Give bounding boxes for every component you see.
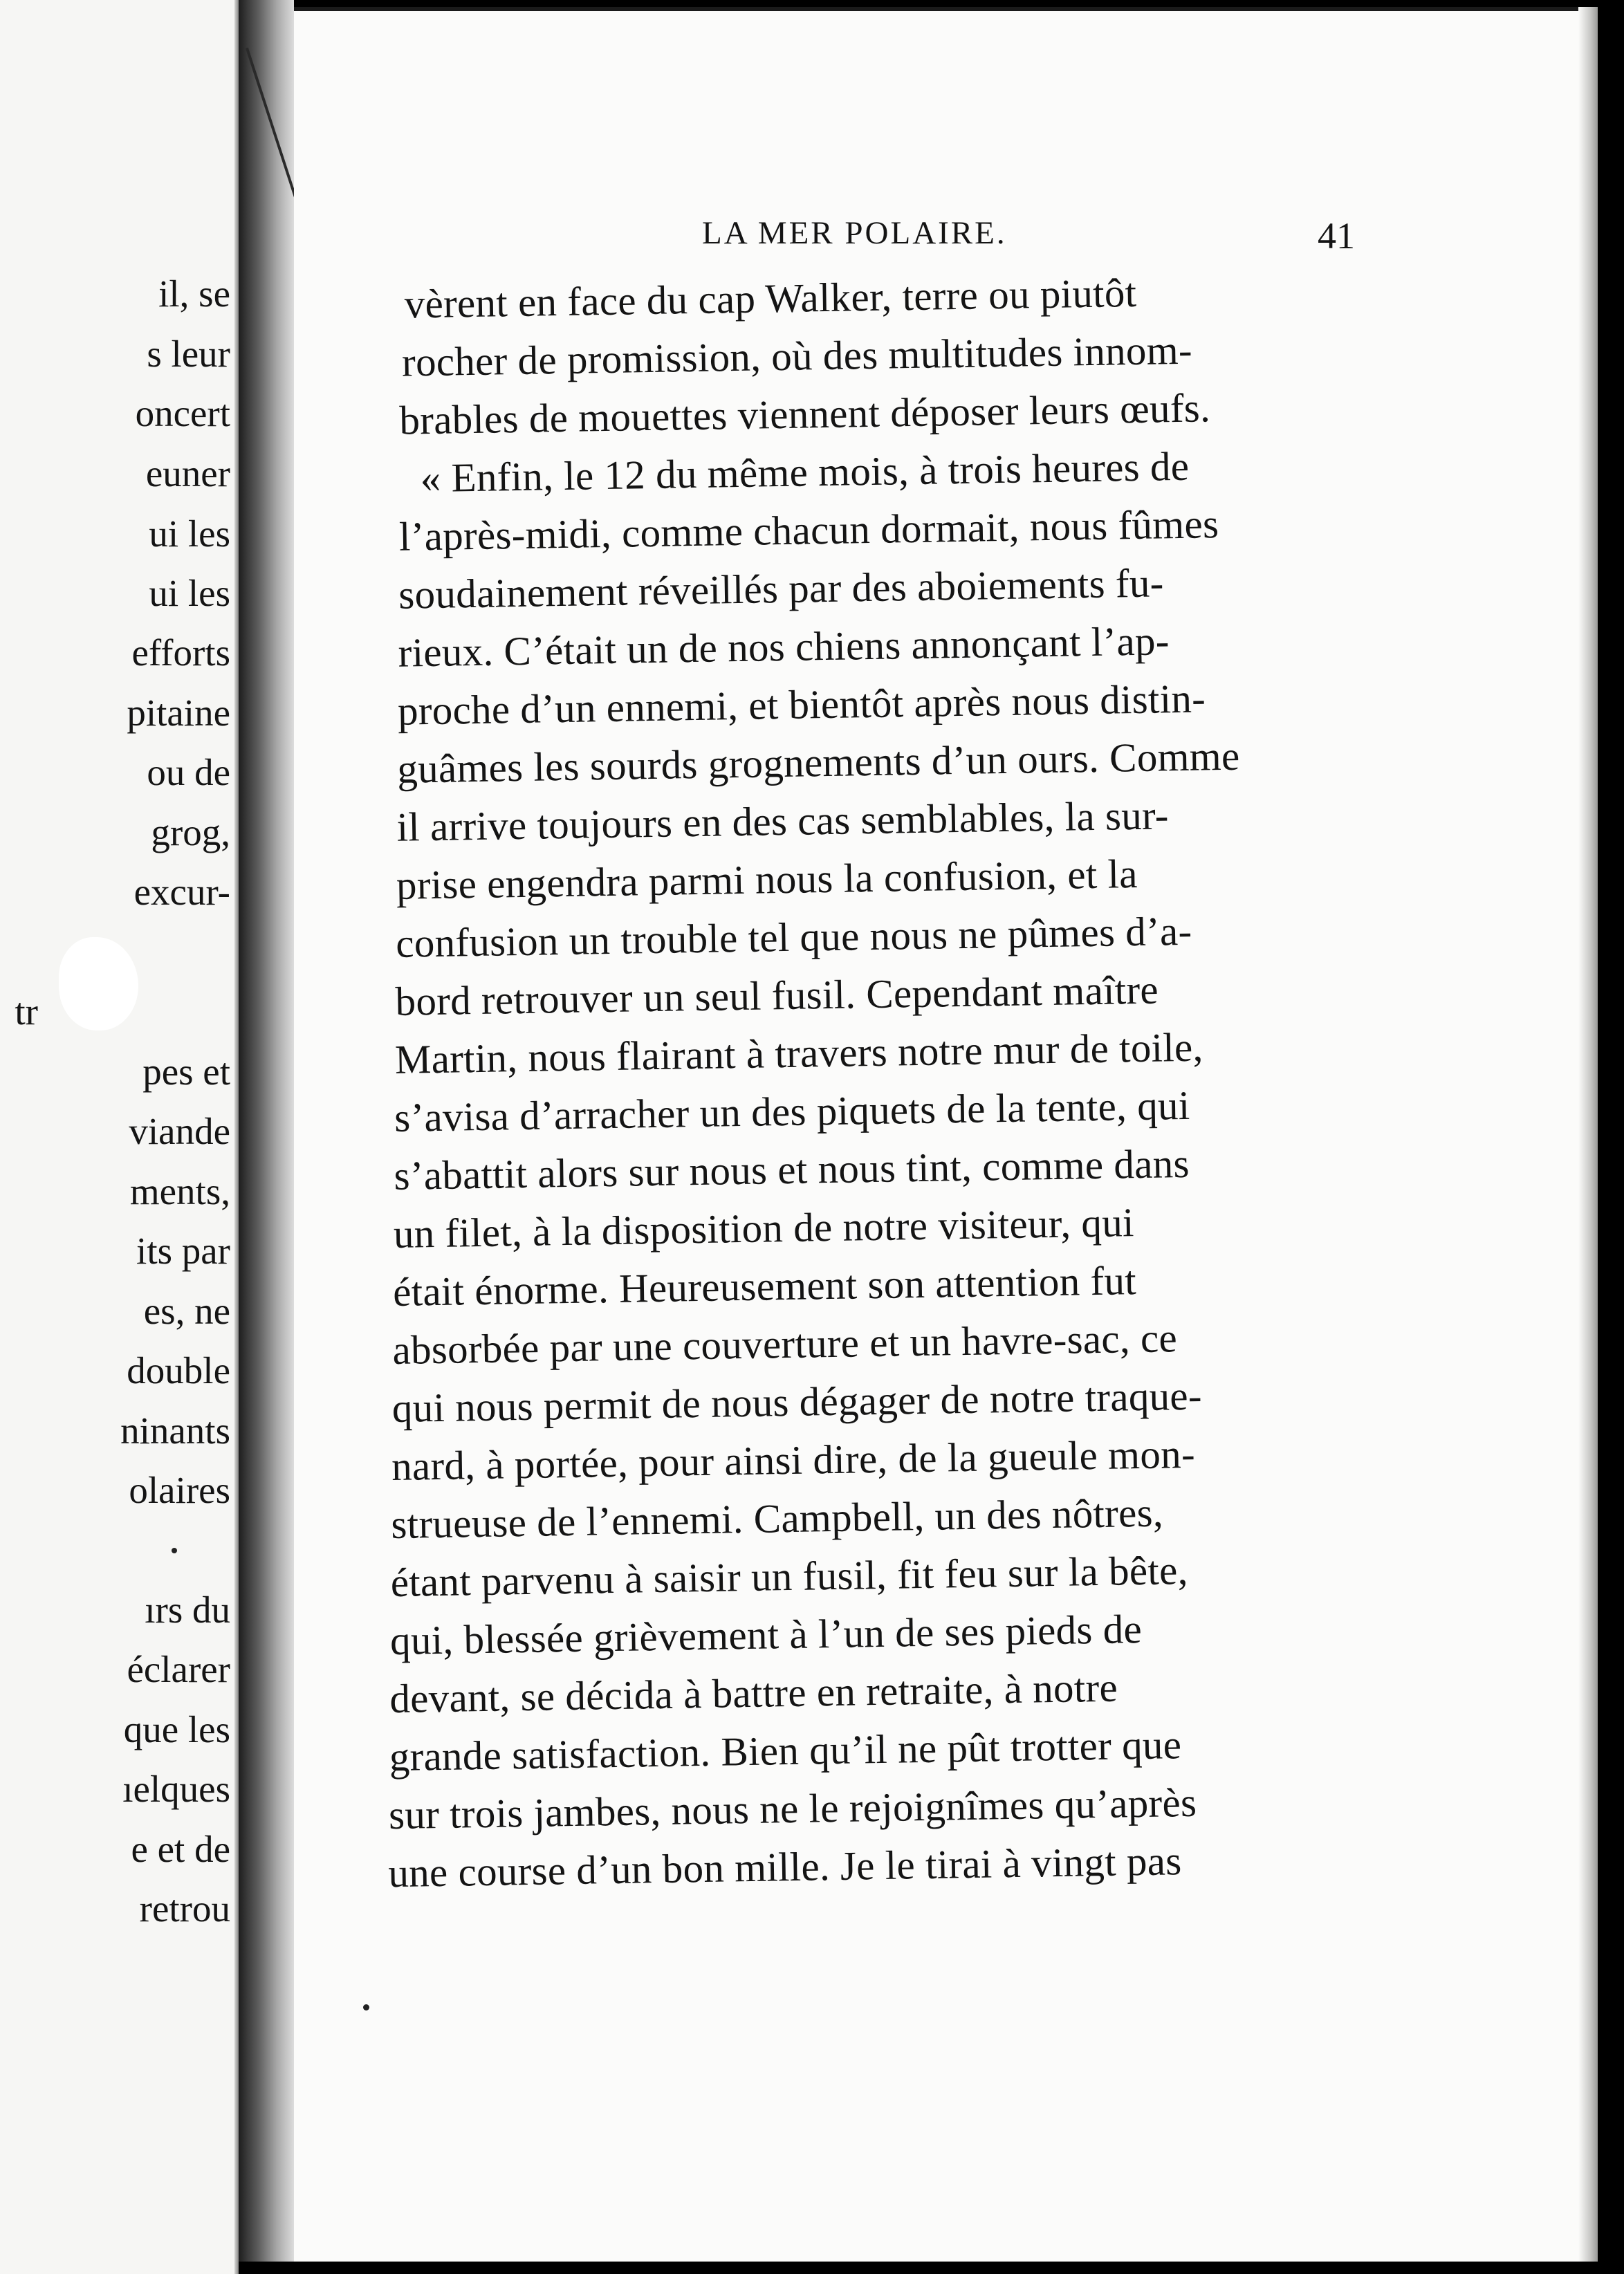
left-page-line: éclarer (127, 1648, 230, 1690)
left-page-line: double (127, 1349, 230, 1392)
text-line: l’après-midi, comme chacun dormait, nous fûmes (398, 501, 1219, 560)
text-line: soudainement réveillés par des aboiements fu- (398, 560, 1165, 618)
left-page-line: its par (136, 1230, 230, 1272)
left-page-line: viande (129, 1110, 230, 1152)
text-line: s’abattit alors sur nous et nous tint, comme dans (394, 1140, 1190, 1199)
text-line: proche d’un ennemi, et bientôt après nous distin- (397, 675, 1206, 734)
text-line: rieux. C’était un de nos chiens annonçant l’ap- (398, 618, 1170, 676)
speck-mark (172, 1548, 177, 1553)
text-line: devant, se décida à battre en retraite, à notre (389, 1664, 1118, 1722)
right-page-edge (1578, 7, 1598, 2262)
left-page-line: pes et (142, 1051, 230, 1093)
text-line: Martin, nous flairant à travers notre mur de toile, (394, 1024, 1204, 1082)
left-page-line: retrou (139, 1887, 230, 1930)
text-line: sur trois jambes, nous ne le rejoignîmes qu’après (388, 1779, 1197, 1838)
text-line: était énorme. Heureusement son attention fut (392, 1257, 1137, 1315)
left-page-line: ırs du (145, 1589, 230, 1631)
left-page-line: e et de (131, 1828, 230, 1870)
text-line: absorbée par une couverture et un havre-sac, ce (392, 1315, 1178, 1373)
paper-damage-blot (59, 937, 138, 1030)
running-head: LA MER POLAIRE. (702, 215, 1007, 251)
text-line: étant parvenu à saisir un fusil, fit feu sur la bête, (390, 1546, 1189, 1606)
left-page-line: s leur (147, 333, 230, 375)
scan-bottom-border (239, 2262, 1624, 2274)
left-page-line: ou de (147, 751, 230, 793)
left-page-line: oncert (135, 392, 230, 434)
text-line: prise engendra parmi nous la confusion, et la (396, 850, 1138, 908)
text-line: rocher de promission, où des multitudes innom- (401, 326, 1193, 385)
text-line: qui, blessée grièvement à l’un de ses pieds de (389, 1606, 1143, 1664)
text-line: un filet, à la disposition de notre visiteur, qui (393, 1199, 1135, 1257)
text-line: « Enfin, le 12 du même mois, à trois heures de (420, 443, 1190, 501)
body-text-block (294, 7, 1598, 2262)
text-line: confusion un trouble tel que nous ne pûmes d’a- (395, 907, 1192, 966)
left-page-line: tr (15, 990, 38, 1033)
book-gutter-shadow (239, 0, 294, 2274)
left-page-line: euner (145, 452, 230, 494)
left-page-line: ui les (149, 512, 230, 555)
left-page-line: grog, (151, 811, 230, 853)
left-page-line: il, se (158, 272, 230, 315)
text-line: une course d’un bon mille. Je le tirai à vingt pas (387, 1838, 1182, 1896)
left-page-line: que les (123, 1708, 230, 1750)
speck-mark (363, 2004, 369, 2010)
text-line: il arrive toujours en des cas semblables, la sur- (396, 792, 1170, 850)
text-line: strueuse de l’ennemi. Campbell, un des nôtres, (390, 1489, 1164, 1548)
text-line: vèrent en face du cap Walker, terre ou piutôt (404, 269, 1137, 327)
page-number: 41 (1318, 215, 1355, 257)
left-page-line: efforts (131, 631, 230, 674)
text-line: bord retrouver un seul fusil. Cependant maître (395, 966, 1159, 1024)
left-page-line: es, ne (143, 1290, 230, 1332)
left-page-fragment (0, 0, 239, 2274)
text-line: guâmes les sourds grognements d’un ours. Comme (396, 732, 1240, 792)
right-page (294, 7, 1598, 2262)
left-page-line: excur- (133, 871, 230, 913)
text-line: grande satisfaction. Bien qu’il ne pût trotter que (389, 1721, 1182, 1780)
left-page-line: olaires (129, 1469, 230, 1511)
left-page-line: ıelques (122, 1768, 230, 1810)
text-line: nard, à portée, pour ainsi dire, de la gueule mon- (391, 1430, 1196, 1490)
left-page-line: ui les (149, 572, 230, 614)
left-page-line: ninants (120, 1409, 230, 1452)
left-page-line: pitaine (127, 692, 230, 734)
left-page-line: ments, (129, 1170, 230, 1212)
text-line: qui nous permit de nous dégager de notre traque- (391, 1372, 1203, 1432)
text-line: s’avisa d’arracher un des piquets de la tente, qui (394, 1082, 1190, 1140)
text-line: brables de mouettes viennent déposer leurs œufs. (398, 385, 1211, 443)
